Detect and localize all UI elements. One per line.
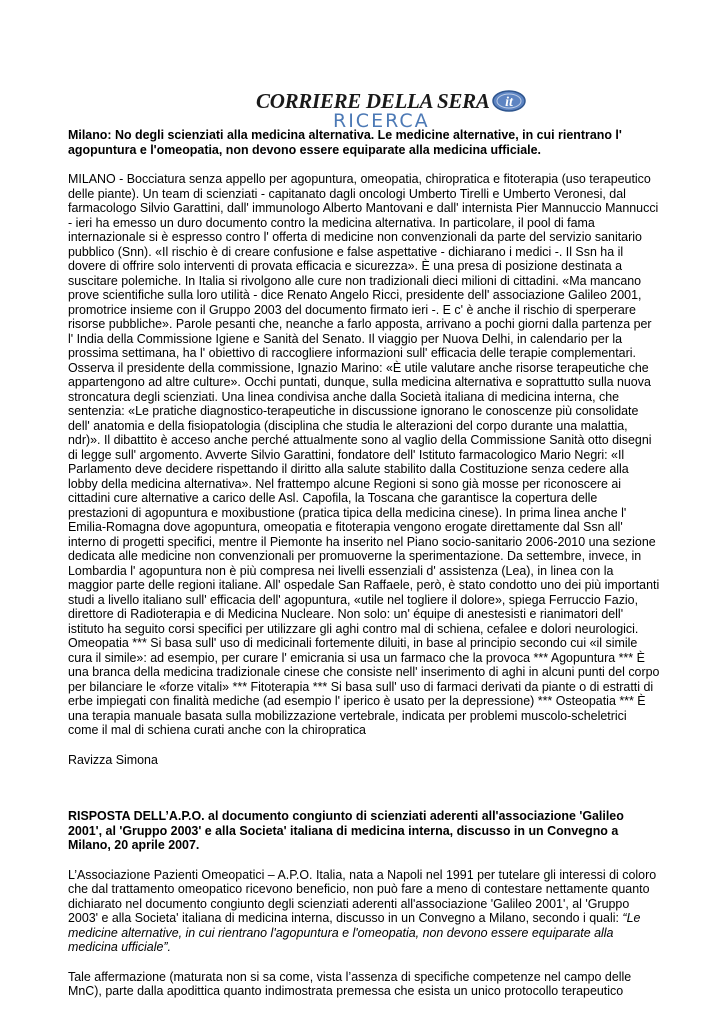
section-title: RICERCA xyxy=(333,110,430,132)
masthead xyxy=(0,84,724,132)
response-paragraph-1 xyxy=(68,868,660,955)
response-paragraph-2: Tale affermazione (maturata non si sa come, vista l’assenza di specifiche competenze nel campo delle MnC), parte dalla apodittica quanto indimostrata premessa che esista un unico protocollo terapeutico xyxy=(68,969,632,998)
logo-it-badge-icon xyxy=(492,90,526,112)
article-body: MILANO - Bocciatura senza appello per agopuntura, omeopatia, chiropratica e fitoterapia (uso terapeutico delle piante). Un team di scienziati - capitanato dagli oncologi Umberto Tirelli e Umberto Veronesi, dal farmacologo Silvio Garattini, dall' immunologo Alberto Mantovani e dall' internista Pier Mannuccio Mannucci - ieri ha emesso un duro documento contro la medicina alternativa. In particolare, il pool di fama internazionale si è espresso contro l' offerta di medicine non convenzionali da parte del servizio sanitario pubblico (Snn). «Il rischio è di creare confusione e false aspettative - dichiarano i medici -. Il Ssn ha il dovere di offrire solo interventi di provata efficacia e sicurezza». È una presa di posizione destinata a suscitare polemiche. In Italia si rivolgono alle cure non tradizionali dieci milioni di cittadini. «Ma mancano prove scientifiche sulla loro utilità - dice Renato Angelo Ricci, presidente dell' associazione Galileo 2001, promotrice insieme con il Gruppo 2003 del documento firmato ieri -. E c' è anche il rischio di sperperare risorse pubbliche». Parole pesanti che, neanche a farlo apposta, arrivano a pochi giorni dalla partenza per l' India della Commissione Igiene e Sanità del Senato. Il viaggio per Nuova Delhi, in calendario per la prossima settimana, ha l' obiettivo di raccogliere informazioni sull' efficacia delle terapie complementari. Osserva il presidente della commissione, Ignazio Marino: «È utile valutare anche risorse terapeutiche che appartengono ad altre culture». Occhi puntati, dunque, sulla medicina alternativa e soprattutto sulla nuova stroncatura degli scienziati. Una linea condivisa anche dalla Società italiana di medicina interna, che sentenzia: «Le pratiche diagnostico-terapeutiche in discussione ignorano le conoscenze più consolidate dell' anatomia e della fisiopatologia (disciplina che studia le alterazioni del corpo durante una malattia, ndr)». Il dibattito è acceso anche perché attualmente sono al vaglio della Commissione Sanità otto disegni di legge sull' argomento. Avverte Silvio Garattini, fondatore dell' Istituto farmacologico Mario Negri: «Il Parlamento deve decidere rispettando il diritto alla salute stabilito dalla Costituzione senza cedere alla lobby della medicina alternativa». Nel frattempo alcune Regioni si sono già mosse per riconoscere ai cittadini cure alternative a carico delle Asl. Capofila, la Toscana che garantisce la copertura delle prestazioni di agopuntura e moxibustione (pratica tipica della medicina cinese). In prima linea anche l' Emilia-Romagna dove agopuntura, omeopatia e fitoterapia vengono erogate direttamente dal Ssn all' interno di progetti specifici, mentre il Piemonte ha inserito nel Piano socio-sanitario 2006-2010 una sezione dedicata alle medicine non convenzionali per promuoverne la sperimentazione. Da settembre, invece, in Lombardia l' agopuntura non è più compresa nei livelli essenziali d' assistenza (Lea), in linea con la maggior parte delle regioni italiane. All' ospedale San Raffaele, però, è stato condotto uno dei più importanti studi a livello italiano sull' efficacia dell' agopuntura, «utile nel togliere il dolore», spiega Ferruccio Fazio, direttore di Radioterapia e di Medicina Nucleare. Non solo: un' équipe di anestesisti e rianimatori dell' istituto ha seguito corsi specifici per utilizzare gli aghi contro mal di schiena, cefalee e dolori neurologici. Omeopatia *** Si basa sull' uso di medicinali fortemente diluiti, in base al principio secondo cui «il simile cura il simile»: ad esempio, per curare l' emicrania si usa un farmaco che la provoca *** Agopuntura *** È una branca della medicina tradizionale cinese che consiste nell' inserimento di aghi in alcuni punti del corpo per bilanciare le «forze vitali» *** Fitoterapia *** Si basa sull' uso di farmaci derivati da piante o di estratti di erbe impiegati con finalità mediche (ad esempio l' iperico è usato per la depressione) *** Osteopatia *** È una terapia manuale basata sulla mobilizzazione vertebrale, indicata per problemi muscolo-scheletrici come il mal di schiena curati anche con la chiropratica xyxy=(68,172,660,737)
logo-text: CORRIERE DELLA SERA xyxy=(256,88,490,113)
article-author: Ravizza Simona xyxy=(68,752,158,767)
article-headline: Milano: No degli scienziati alla medicina alternativa. Le medicine alternative, in cui rientrano l' agopuntura e l'omeopatia, non devono essere equiparate alla medicina ufficiale. xyxy=(68,128,622,157)
response-paragraph-1-text: L’Associazione Pazienti Omeopatici – A.P.O. Italia, nata a Napoli nel 1991 per tutelare gli interessi di coloro che dal trattamento omeopatico ricevono beneficio, non può fare a meno di contestare nettamente quanto dichiarato nel documento congiunto degli scienziati aderenti all'associazione 'Galileo 2001', al 'Gruppo 2003' e alla Societa' italiana di medicina interna, discusso in un Convegno a Milano, secondo i quali: xyxy=(68,867,657,925)
logo-badge-text: it xyxy=(504,95,513,110)
response-quote: “Le medicine alternative, in cui rientrano l'agopuntura e l'omeopatia, non devono essere equiparate alla medicina ufficiale”. xyxy=(68,911,641,954)
document-body xyxy=(68,128,660,999)
response-heading: RISPOSTA DELL’A.P.O. al documento congiunto di scienziati aderenti all'associazione 'Galileo 2001', al 'Gruppo 2003' e alla Societa' italiana di medicina interna, discusso in un Convegno a Milano, 20 aprile 2007. xyxy=(68,809,624,852)
